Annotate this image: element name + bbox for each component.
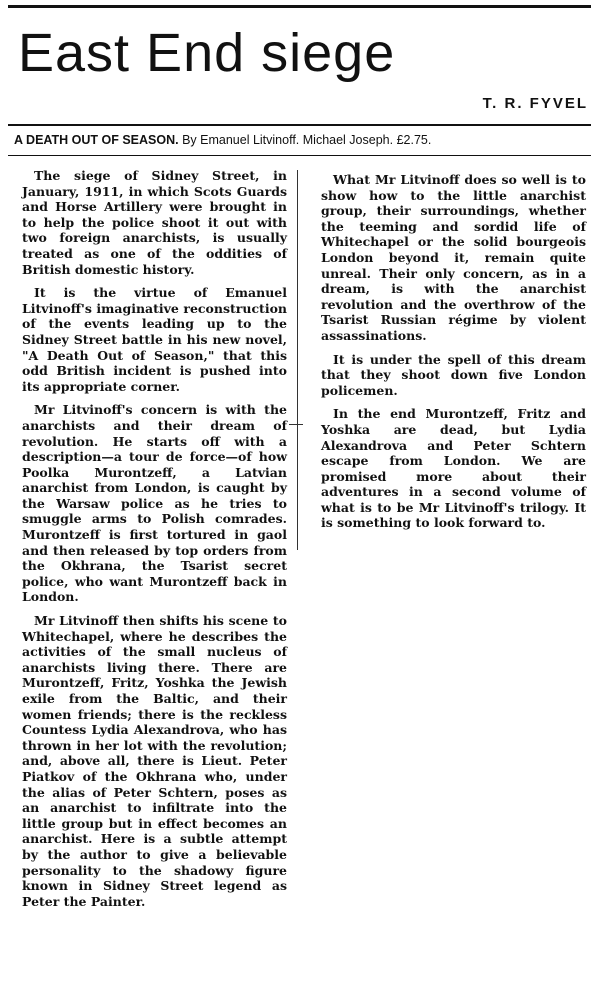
column-divider	[297, 170, 298, 550]
left-column	[22, 168, 287, 917]
top-rule	[8, 5, 591, 8]
book-price: £2.75.	[396, 133, 432, 147]
column-pointer-rule	[289, 424, 303, 425]
paragraph: Mr Litvinoff then shifts his scene to Whitechapel, where he describes the activities of the small nucleus of anarchists living there. There are Murontzeff, Fritz, Yoshka the Jewish exile from the Baltic, and their women friends; there is the reckless Countess Lydia Alexandrova, who has thrown in her lot with the revolution; and, above all, there is Lieut. Peter Piatkov of the Okhrana who, under the alias of Peter Schtern, poses as an anarchist to infiltrate into the little group but in effect becomes an anarchist. Here is a subtle attempt by the author to give a believable personality to the shadowy figure known in Sidney Street legend as Peter the Painter.	[22, 613, 287, 909]
book-author: By Emanuel Litvinoff.	[182, 133, 300, 147]
paragraph: Mr Litvinoff's concern is with the anarchists and their dream of revolution. He starts off with a description—a tour de force—of how Poolka Murontzeff, a Latvian anarchist from London, is caught by the Warsaw police as he tries to smuggle arms to Polish comrades. Murontzeff is first tortured in gaol and then released by top orders from the Okhrana, the Tsarist secret police, who want Murontzeff back in London.	[22, 402, 287, 605]
headline: East End siege	[18, 23, 396, 83]
paragraph: The siege of Sidney Street, in January, 1911, in which Scots Guards and Horse Artillery were brought in to help the police shoot it out with two foreign anarchists, is usually treated as one of the oddities of British domestic history.	[22, 168, 287, 277]
header-rule	[8, 124, 591, 126]
byline: T. R. FYVEL	[482, 95, 588, 112]
paragraph: What Mr Litvinoff does so well is to show how to the little anarchist group, their surroundings, whether the teeming and sordid life of Whitechapel or the solid bourgeois London beyond it, remain quite unreal. Their only concern, as in a dream, is with the anarchist revolution and the overthrow of the Tsarist Russian régime by violent assassinations.	[321, 172, 586, 343]
paragraph: It is the virtue of Emanuel Litvinoff's imaginative reconstruction of the events leading up to the Sidney Street battle in his new novel, "A Death Out of Season," that this odd British incident is pushed into its appropriate corner.	[22, 285, 287, 394]
right-column	[321, 172, 586, 539]
book-info-rule	[8, 155, 591, 156]
paragraph: In the end Murontzeff, Fritz and Yoshka are dead, but Lydia Alexandrova and Peter Schtern escape from London. We are promised more about their adventures in a second volume of what is to be Mr Litvinoff's trilogy. It is something to look forward to.	[321, 406, 586, 531]
book-title: A DEATH OUT OF SEASON.	[14, 133, 179, 147]
paragraph: It is under the spell of this dream that they shoot down five London policemen.	[321, 351, 586, 398]
book-info-line	[14, 133, 431, 147]
book-publisher: Michael Joseph.	[302, 133, 394, 147]
